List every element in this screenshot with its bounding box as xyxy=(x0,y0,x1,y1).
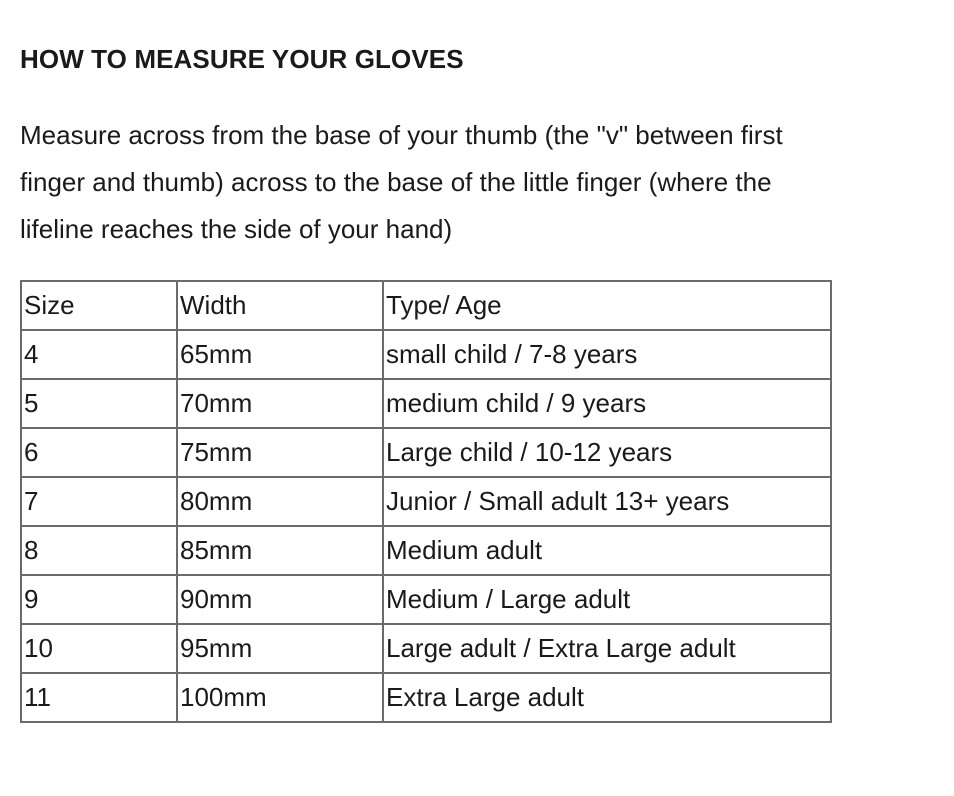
table-row xyxy=(21,624,831,673)
table-row xyxy=(21,526,831,575)
size-cell: 9 xyxy=(21,575,177,624)
glove-size-table xyxy=(20,280,832,723)
size-cell: 6 xyxy=(21,428,177,477)
page-heading: HOW TO MEASURE YOUR GLOVES xyxy=(20,44,464,74)
type-age-cell: Large child / 10-12 years xyxy=(383,428,831,477)
type-age-cell: Large adult / Extra Large adult xyxy=(383,624,831,673)
table-header-row xyxy=(21,281,831,330)
type-age-cell: Extra Large adult xyxy=(383,673,831,722)
header-type-age: Type/ Age xyxy=(383,281,831,330)
type-age-cell: Medium adult xyxy=(383,526,831,575)
type-age-cell: medium child / 9 years xyxy=(383,379,831,428)
width-cell: 85mm xyxy=(177,526,383,575)
type-age-cell: Medium / Large adult xyxy=(383,575,831,624)
instruction-line: finger and thumb) across to the base of the little finger (where the xyxy=(20,167,772,197)
table-row xyxy=(21,477,831,526)
width-cell: 75mm xyxy=(177,428,383,477)
width-cell: 65mm xyxy=(177,330,383,379)
width-cell: 95mm xyxy=(177,624,383,673)
type-age-cell: Junior / Small adult 13+ years xyxy=(383,477,831,526)
table-row xyxy=(21,575,831,624)
header-width: Width xyxy=(177,281,383,330)
table-row xyxy=(21,428,831,477)
size-cell: 4 xyxy=(21,330,177,379)
size-cell: 8 xyxy=(21,526,177,575)
width-cell: 70mm xyxy=(177,379,383,428)
size-cell: 10 xyxy=(21,624,177,673)
measurement-instructions xyxy=(20,112,920,253)
table-row xyxy=(21,330,831,379)
width-cell: 90mm xyxy=(177,575,383,624)
table-row xyxy=(21,673,831,722)
size-cell: 11 xyxy=(21,673,177,722)
type-age-cell: small child / 7-8 years xyxy=(383,330,831,379)
width-cell: 80mm xyxy=(177,477,383,526)
width-cell: 100mm xyxy=(177,673,383,722)
size-cell: 7 xyxy=(21,477,177,526)
size-cell: 5 xyxy=(21,379,177,428)
instruction-line: Measure across from the base of your thumb (the "v" between first xyxy=(20,120,783,150)
table-row xyxy=(21,379,831,428)
header-size: Size xyxy=(21,281,177,330)
instruction-line: lifeline reaches the side of your hand) xyxy=(20,214,453,244)
